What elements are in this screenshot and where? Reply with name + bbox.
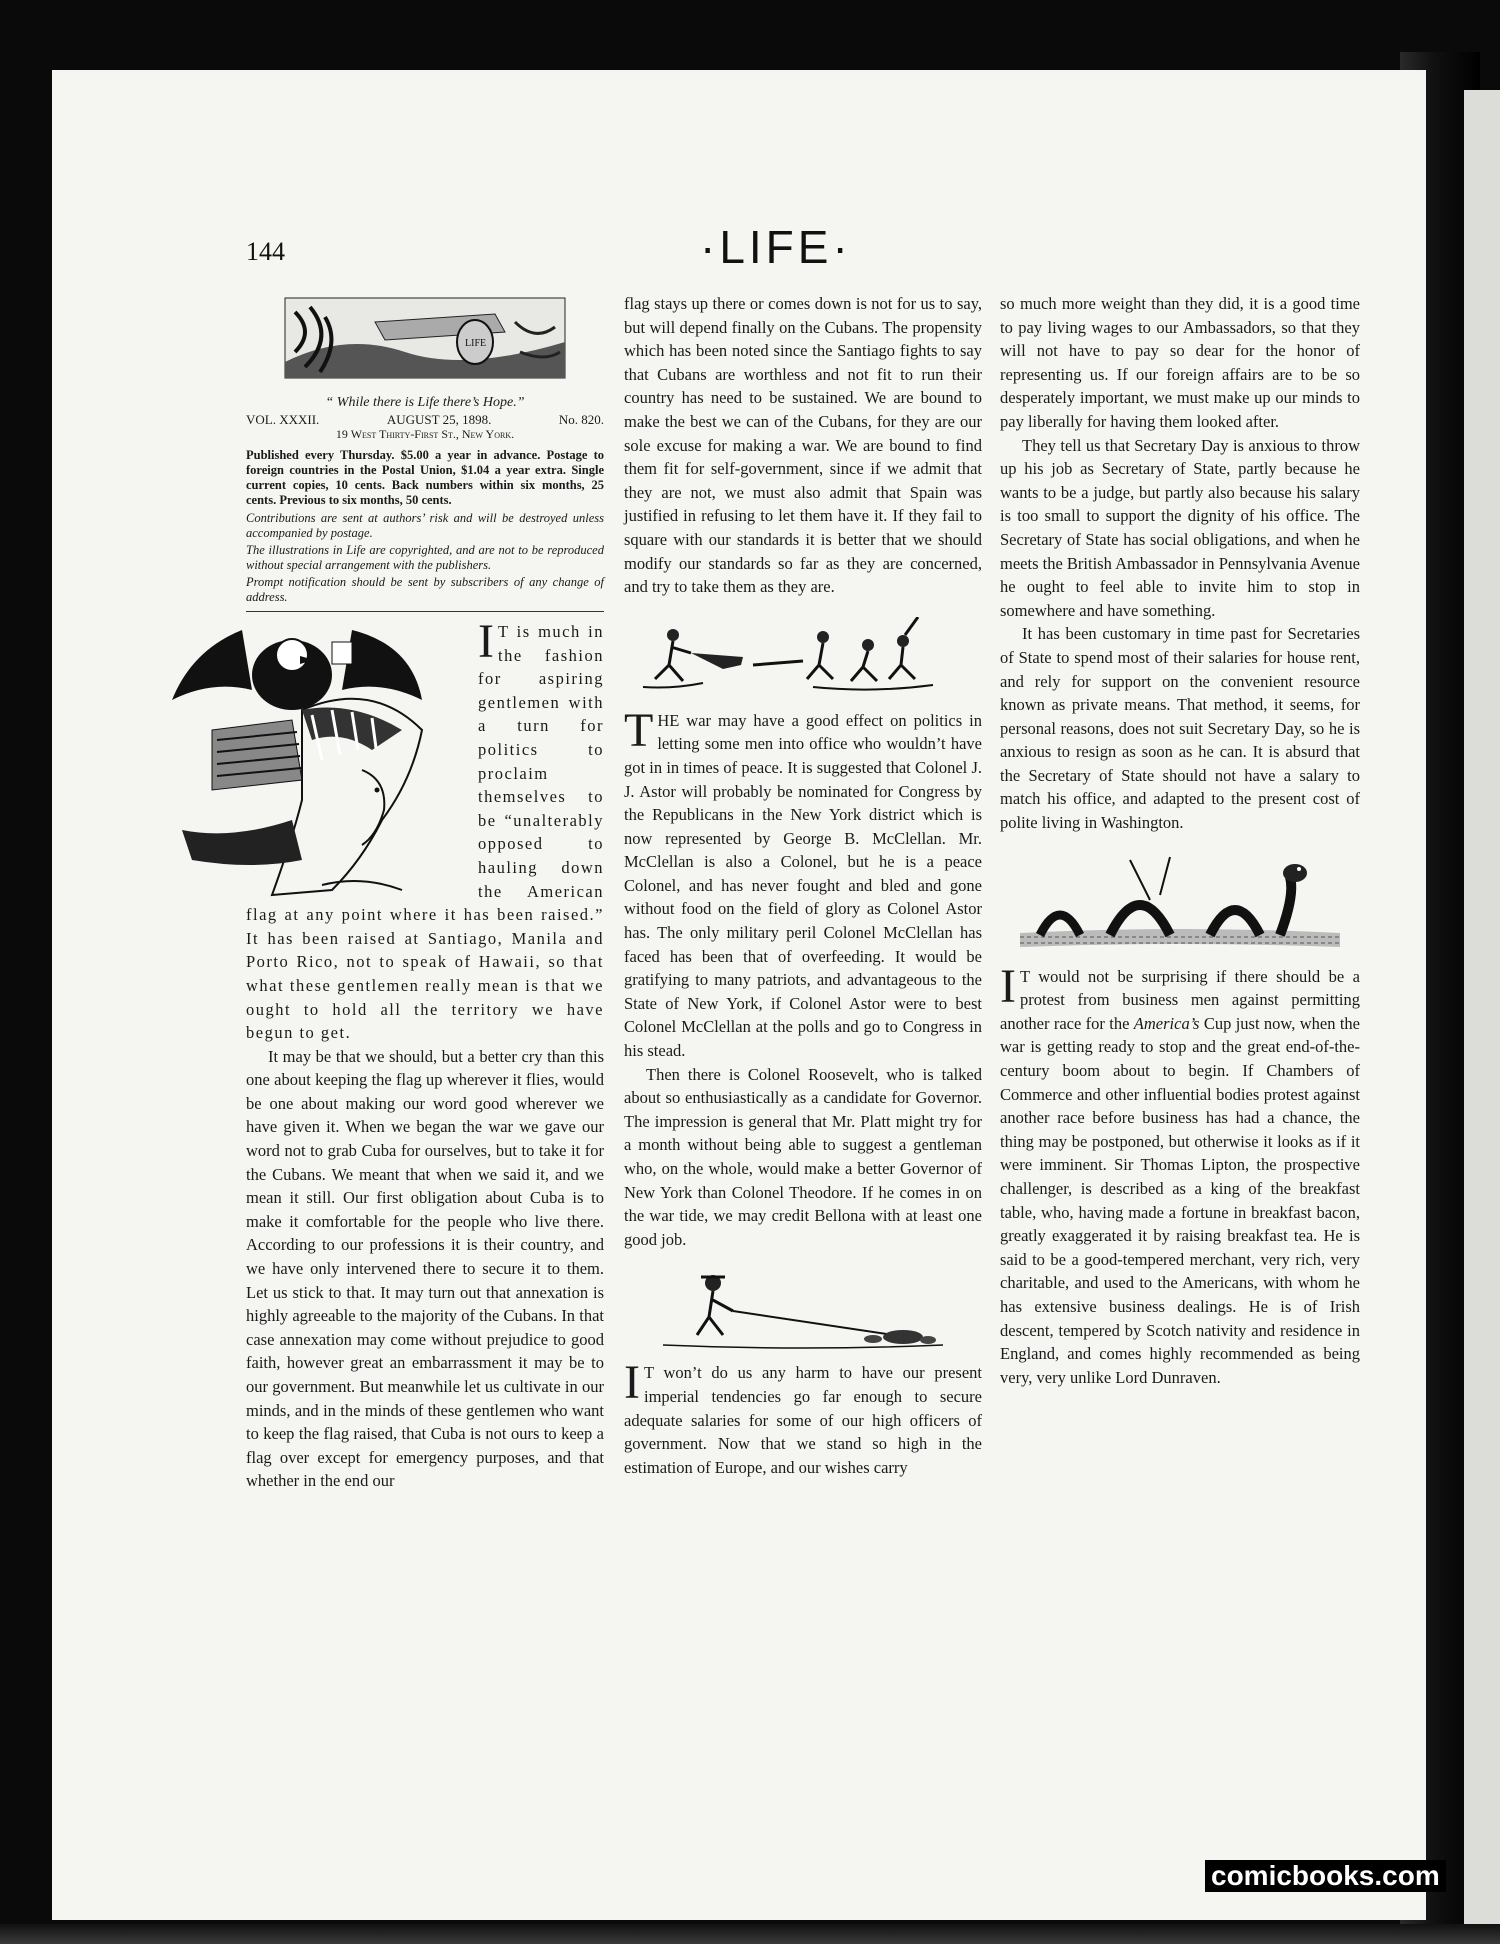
masthead-title: ·LIFE· xyxy=(700,221,852,273)
man-with-pole-illustration xyxy=(653,1265,953,1353)
colophon-contributions: Contributions are sent at authors’ risk and will be destroyed unless accompanied by postage. xyxy=(246,511,604,540)
article-flag-continued: flag stays up there or comes down is not for us to say, but will depend finally on the Cubans. The propensity which has been noted since the Santiago fights to say that Cubans are worthless and not fit to run their country has need to be sustained. We are bound to make the best we can of the Cubans, for they are our sole excuse for making a war. We are bound to find them fit for self-government, since if we admit that they are not, we must also admit that Spain was justified in refusing to let them have it. If they fail to square with our standards it is better that we should modify our standards so far as they are concerned, and try to take them as they are. xyxy=(624,294,982,597)
colophon-illustrations: The illustrations in Life are copyrighted, and are not to be reproduced without special arrangement with the publishers. xyxy=(246,543,604,572)
article-salaries-text: T won’t do us any harm to have our present imperial tendencies go far enough to secure adequate salaries for some of our high officers of government. Now that we stand so high in the estimation of Europe, and our wishes carry xyxy=(624,1363,982,1477)
colophon-volume: VOL. XXXII. xyxy=(246,412,320,427)
cup-text-a: T would not be surprising if there should be a protest from business men against permitting another race for the xyxy=(1000,966,1360,1033)
colophon-rule xyxy=(246,611,604,612)
dropcap-t: T xyxy=(624,703,654,757)
article-salaries xyxy=(624,1356,982,1479)
soldiers-chase-illustration xyxy=(633,617,973,697)
dropcap-i-2: I xyxy=(624,1356,640,1410)
article-secretary-salaries: It has been customary in time past for Secretaries of State to spend most of their salaries for house rent, and rely for support on the convenient resource known as private means. That method, it seems, for personal reasons, does not suit Secretary Day, so he is anxious to resign as soon as he can. It is absurd that the Secretary of State should not have a salary to match his office, and adapted to the present cost of polite living in Washington. xyxy=(1000,624,1360,833)
article-salaries-continued: so much more weight than they did, it is a good time to pay living wages to our Ambassadors, so that they will not have to pay so dear for the honor of representing us. If our foreign affairs are to be so desperately important, we must make up our minds to pay liberally for having them looked after. xyxy=(1000,294,1360,431)
dropcap-i: I xyxy=(478,615,494,668)
colophon-publishing-terms: Published every Thursday. $5.00 a year in advance. Postage to foreign countries in the Postal Union, $1.04 a year extra. Single current copies, 10 cents. Back numbers within six months, 25 cents. Previous to six months, 50 cents. xyxy=(246,448,604,507)
cup-text-italic: America’s xyxy=(1133,1013,1200,1033)
article-flag-text: T is much in the fashion for aspiring gentlemen with a turn for politics to proclaim themselves to be “unalterably opposed to hauling down the American flag at any point where it has been raised.” It has been raised at Santiago, Manila and Porto Rico, not to speak of Hawaii, so that what these gentlemen really mean is that we ought to hold all the territory we have begun to get. xyxy=(246,622,604,1043)
svg-text:LIFE: LIFE xyxy=(465,338,487,349)
article-war-politics xyxy=(624,703,982,1252)
eagle-liberty-illustration xyxy=(172,620,470,900)
colophon-number: No. 820. xyxy=(558,412,604,427)
article-secretary-day: They tell us that Secretary Day is anxious to throw up his job as Secretary of State, partly because he wants to be a judge, but partly also because his salary is too small to support the dignity of his office. The Secretary of State has social obligations, and when he meets the British Ambassador in Pennsylvania Avenue he ought to feel able to invite him to stop in somewhere and have something. xyxy=(1000,435,1360,620)
article-flag-paragraph-2: It may be that we should, but a better cry than this one about keeping the flag up wherever it flies, would be one about making our word good wherever we have given it. When we began the war we gave our word not to grab Cuba for ourselves, but to take it for the Cubans. We meant that when we said it, and we mean it still. Our first obligation about Cuba is to make it comfortable for the people who live there. According to our professions it is their country, and we have only intervened there to secure it to them. Let us stick to that. It may turn out that annexation is highly agreeable to the majority of the Cubans. In that case annexation may come without prejudice to good faith, however great an embarrassment it may be to our government. But meanwhile let us cultivate in our minds, and in the minds of these gentlemen who want to keep the flag raised, that Cuba is not ours to keep a flag over except for emergency purposes, and that whether in the end our xyxy=(246,1046,604,1491)
colophon-date: AUGUST 25, 1898. xyxy=(386,412,492,427)
site-watermark: comicbooks.com xyxy=(1205,1860,1446,1892)
cup-text-b: Cup just now, when the war is getting ready to stop and the great end-of-the-century boom about to begin. If Chambers of Commerce and other influential bodies protest against another race before business has had a chance, the thing may be postponed, but otherwise it looks as if it were imminent. Sir Thomas Lipton, the prospective challenger, is described as a king of the breakfast table, who, having made a fortune in breakfast bacon, greatly exaggerated it by raising breakfast tea. He is said to be a good-tempered merchant, very rich, very charitable, and used to the Americans, with whom he has extensive business dealings. He is of Irish descent, tempered by Scotch nativity and residence in England, and comes highly recommended as being very, very unlike Lord Dunraven. xyxy=(1000,1013,1361,1387)
colophon-volume-line xyxy=(246,412,604,427)
article-americas-cup xyxy=(1000,959,1361,1390)
masthead-vignette-illustration xyxy=(265,292,585,392)
column-1 xyxy=(246,292,604,1493)
article-americas-cup-text xyxy=(1000,959,1361,1390)
column-3 xyxy=(1000,292,1360,1389)
column-2 xyxy=(624,292,982,1479)
article-flag xyxy=(246,615,604,1493)
scan-bottom-edge xyxy=(0,1924,1500,1944)
article-roosevelt-paragraph: Then there is Colonel Roosevelt, who is talked about so enthusiastically as a candidate for Governor. The impression is general that Mr. Platt might try for a month without being able to suggest a gentleman who, on the whole, would make a better Governor of New York than Colonel Theodore. If he comes in on the war tide, we may credit Bellona with at least one good job. xyxy=(624,1064,982,1249)
colophon xyxy=(246,395,604,605)
page-number: 144 xyxy=(246,237,285,266)
colophon-notification: Prompt notification should be sent by subscribers of any change of address. xyxy=(246,575,604,604)
article-war-politics-text: HE war may have a good effect on politics in letting some men into office who wouldn’t have got in in times of peace. It is suggested that Colonel J. J. Astor will probably be nominated for Congress by the Republicans in the New York district which is now represented by George B. McClellan. Mr. McClellan is also a Colonel, but he is a peace Colonel, and has never fought and bled and gone without food on the field of glory as Colonel Astor has. The only military peril Colonel McClellan has faced has been that of overfeeding. It would be gratifying to many patriots, and advantageous to the State of New York, if Colonel Astor were to best Colonel McClellan at the polls and go to Congress in his stead. xyxy=(624,710,982,1061)
next-page-edge xyxy=(1464,90,1500,1930)
dropcap-i-3: I xyxy=(1000,959,1016,1013)
colophon-address: 19 West Thirty-First St., New York. xyxy=(335,427,515,441)
sea-serpent-illustration xyxy=(1010,855,1350,955)
colophon-motto: “ While there is Life there’s Hope.” xyxy=(325,395,525,410)
